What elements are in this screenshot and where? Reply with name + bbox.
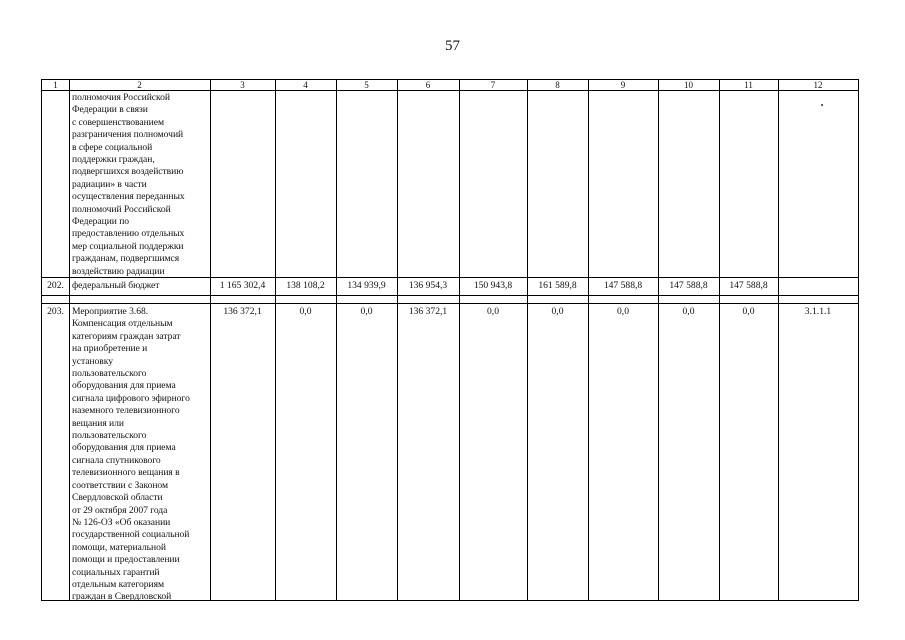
col-line: [210, 80, 211, 600]
col-line: [778, 80, 779, 600]
value-cell: 0,0: [299, 306, 312, 317]
col-line: [459, 80, 460, 600]
value-cell: 0,0: [617, 306, 629, 317]
budget-table: [41, 79, 859, 601]
col-line: [588, 80, 589, 600]
value-cell: 161 589,8: [538, 280, 577, 291]
row-number: 202.: [47, 280, 64, 291]
col-line: [658, 80, 659, 600]
value-cell: 147 588,8: [603, 280, 643, 291]
col-line: [527, 80, 528, 600]
value-cell: 0,0: [742, 306, 755, 317]
row-description: Мероприятие 3.68. Компенсация отдельным категориям граждан затрат на приобретение и установку пользовательского оборудования для приема сигнала цифрового эфирного наземного телевизионного вещания или пользовательского оборудования для приема сигнала спутникового телевизионного вещания в соответствии с Законом Свердловской области от 29 октября 2007 года № 126-ОЗ «Об оказании государственной социальной помощи, материальной помощи и предоставлении социальных гарантий отдельным категориям граждан в Свердловской: [72, 306, 190, 603]
header-cell: 10: [684, 80, 693, 90]
value-cell: 0,0: [360, 306, 373, 317]
header-cell: 2: [137, 80, 142, 90]
col-line: [719, 80, 720, 600]
row-description: федеральный бюджет: [72, 280, 160, 291]
col-line: [397, 80, 398, 600]
value-cell: 1 165 302,4: [219, 280, 266, 291]
page-number: 57: [445, 38, 460, 54]
value-cell: 0,0: [682, 306, 695, 317]
header-cell: 3: [240, 80, 245, 90]
scan-speck: [821, 104, 823, 106]
value-cell: 150 943,8: [473, 280, 513, 291]
row-description: полномочия Российской Федерации в связи с совершенствованием разграничения полномочий в сфере социальной поддержки граждан, подвергшихся воздействию радиации» в части осуществления переданных полномочий Российской Федерации по предоставлению отдельных мер социальной поддержки гражданам, подвергшимся воздействию радиации: [72, 92, 185, 277]
col-line: [69, 80, 70, 600]
value-cell: 136 372,1: [223, 306, 262, 317]
header-cell: 5: [364, 80, 369, 90]
header-cell: 1: [53, 80, 58, 90]
value-cell: 147 588,8: [729, 280, 768, 291]
value-cell: 136 954,3: [408, 280, 448, 291]
value-cell: 136 372,1: [408, 306, 448, 317]
value-cell: 138 108,2: [286, 280, 325, 291]
row-line: [42, 303, 858, 304]
value-cell: 0,0: [551, 306, 564, 317]
header-cell: 8: [555, 80, 560, 90]
value-cell: 134 939,9: [347, 280, 386, 291]
row-line: [42, 295, 858, 296]
header-cell: 6: [425, 80, 431, 90]
header-cell: 7: [490, 80, 496, 90]
row-number: 203.: [47, 306, 64, 317]
header-cell: 4: [303, 80, 308, 90]
value-cell: 0,0: [487, 306, 499, 317]
value-cell: 3.1.1.1: [804, 306, 832, 317]
col-line: [336, 80, 337, 600]
header-cell: 9: [620, 80, 626, 90]
header-cell: 12: [813, 80, 823, 90]
value-cell: 147 588,8: [669, 280, 708, 291]
header-cell: 11: [744, 80, 753, 90]
col-line: [275, 80, 276, 600]
